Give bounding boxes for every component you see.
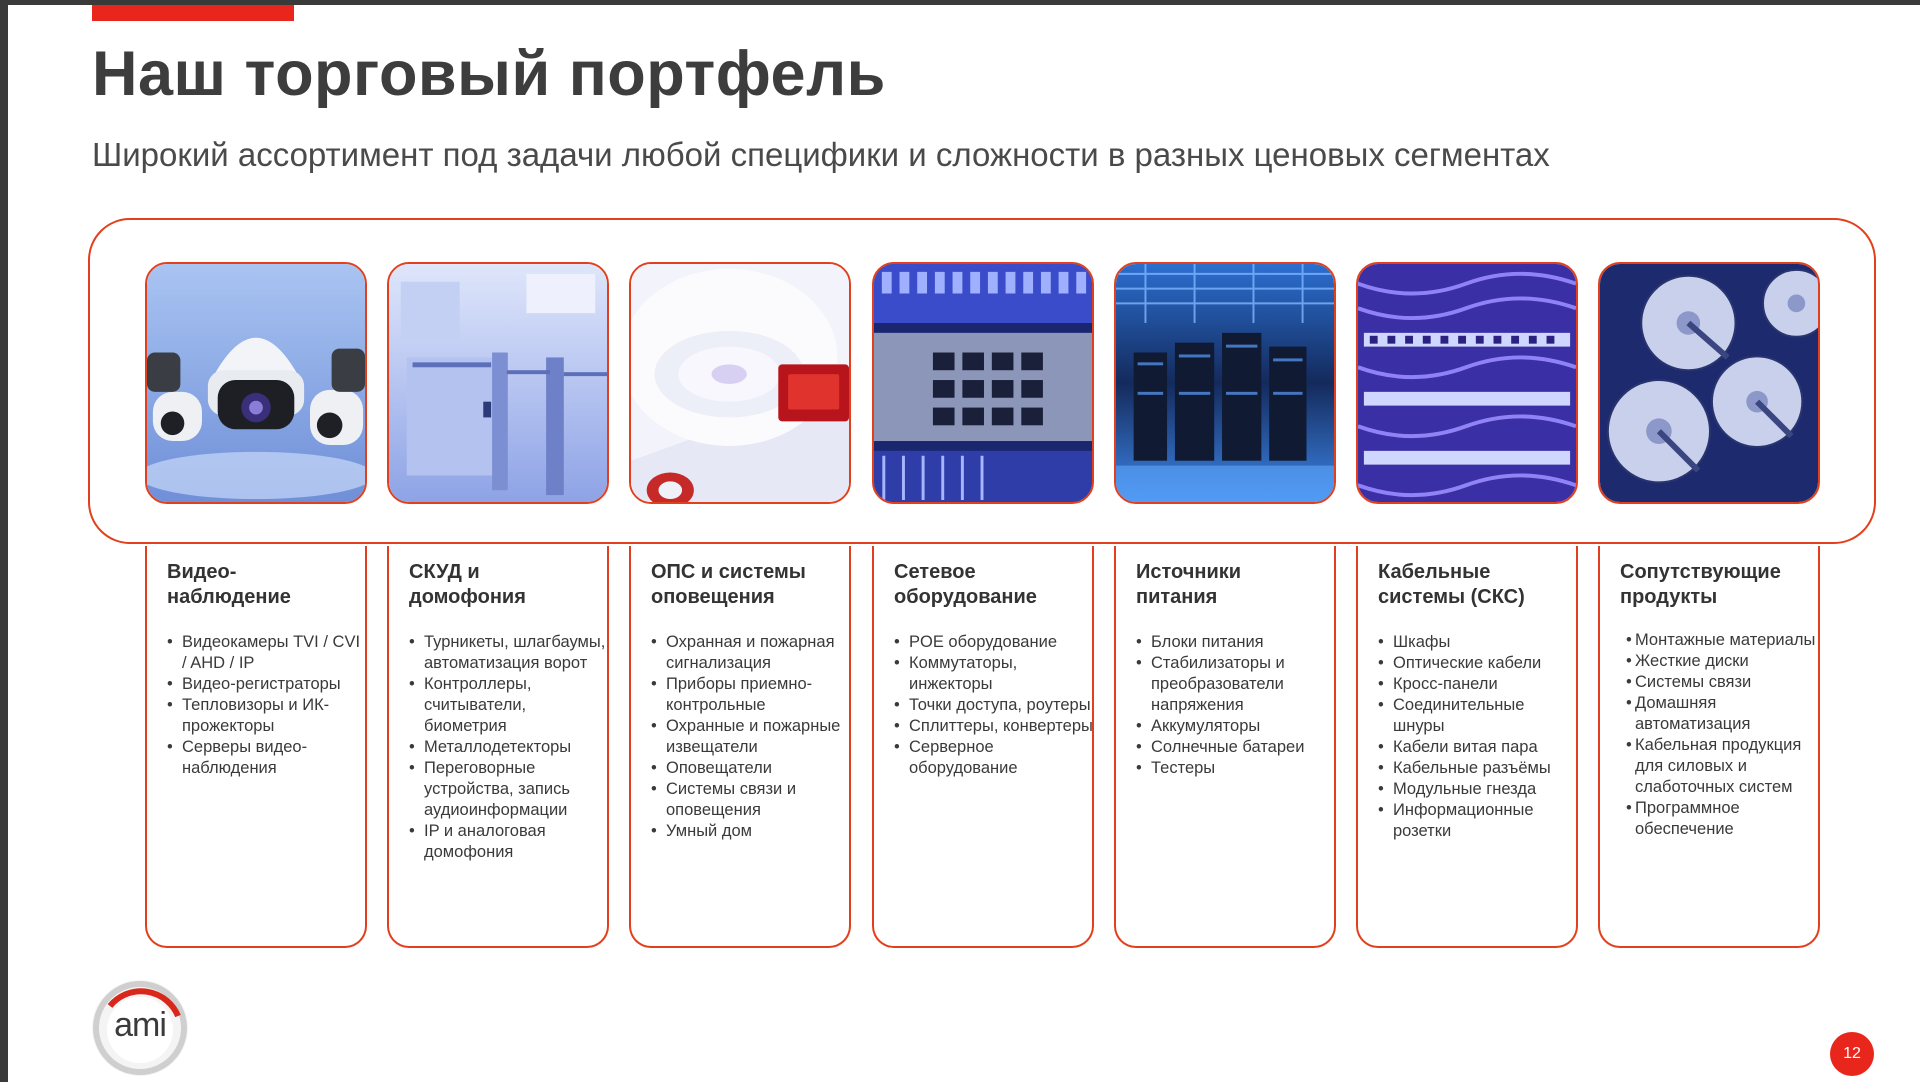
- category-title-line-2: оборудование: [894, 586, 1037, 608]
- category-title-line-1: Кабельные: [1378, 561, 1491, 583]
- category-title: [1620, 560, 1816, 610]
- page-number-badge: 12: [1830, 1032, 1874, 1076]
- category-items: [651, 632, 851, 842]
- category-title-line-2: системы (СКС): [1378, 586, 1525, 608]
- window-left-border: [0, 0, 8, 1082]
- list-item: • Переговорные устройства, запись аудиоинформации: [409, 758, 609, 821]
- list-item: • Программное обеспечение: [1626, 798, 1822, 840]
- category-title-line-1: Сопутствующие: [1620, 561, 1781, 583]
- list-item: • Системы связи: [1626, 672, 1822, 693]
- list-item: • Контроллеры, считыватели, биометрия: [409, 674, 609, 737]
- logo-text: ami: [114, 1006, 166, 1044]
- list-item: • Охранная и пожарная сигнализация: [651, 632, 851, 674]
- category-card-surveillance: [145, 546, 367, 948]
- smoke-detector-image: [629, 262, 851, 504]
- list-item: • Системы связи и оповещения: [651, 779, 851, 821]
- list-item: • Видеокамеры TVI / CVI / AHD / IP: [167, 632, 367, 674]
- list-item: • Кабели витая пара: [1378, 737, 1578, 758]
- category-items: [1626, 630, 1822, 840]
- list-item: • Сплиттеры, конвертеры: [894, 716, 1094, 737]
- category-items: [409, 632, 609, 863]
- list-item: • Серверы видео-наблюдения: [167, 737, 367, 779]
- server-room-image: [1114, 262, 1336, 504]
- category-title-line-2: питания: [1136, 586, 1218, 608]
- list-item: • Модульные гнезда: [1378, 779, 1578, 800]
- list-item: • Кросс-панели: [1378, 674, 1578, 695]
- list-item: • POE оборудование: [894, 632, 1094, 653]
- list-item: • Домашняя автоматизация: [1626, 693, 1822, 735]
- list-item: • Тестеры: [1136, 758, 1336, 779]
- category-card-access-control: [387, 546, 609, 948]
- list-item: • Турникеты, шлагбаумы, автоматизация ворот: [409, 632, 609, 674]
- list-item: • Умный дом: [651, 821, 851, 842]
- slide-subtitle: Широкий ассортимент под задачи любой специфики и сложности в разных ценовых сегментах: [92, 136, 1550, 173]
- hard-disks-image: [1598, 262, 1820, 504]
- category-items: [167, 632, 367, 779]
- category-card-alarm: [629, 546, 851, 948]
- category-title-line-1: Источники: [1136, 561, 1242, 583]
- list-item: • Монтажные материалы: [1626, 630, 1822, 651]
- list-item: • Приборы приемно-контрольные: [651, 674, 851, 716]
- list-item: • Охранные и пожарные извещатели: [651, 716, 851, 758]
- category-items: [1136, 632, 1336, 779]
- network-switch-image: [872, 262, 1094, 504]
- category-title: [1378, 560, 1574, 610]
- category-items: [1378, 632, 1578, 842]
- category-card-power: [1114, 546, 1336, 948]
- category-card-accessories: [1598, 546, 1820, 948]
- category-card-cabling: [1356, 546, 1578, 948]
- category-title: [167, 560, 363, 610]
- list-item: • Стабилизаторы и преобразователи напряжения: [1136, 653, 1336, 716]
- category-title-line-2: наблюдение: [167, 586, 291, 608]
- list-item: • Оповещатели: [651, 758, 851, 779]
- list-item: • Информационные розетки: [1378, 800, 1578, 842]
- list-item: • Блоки питания: [1136, 632, 1336, 653]
- ami-logo: [88, 976, 192, 1080]
- category-title-line-1: ОПС и системы: [651, 561, 806, 583]
- accent-bar: [92, 5, 294, 21]
- category-title: [651, 560, 847, 610]
- category-title-line-1: Видео-: [167, 561, 237, 583]
- list-item: • Солнечные батареи: [1136, 737, 1336, 758]
- list-item: • Серверное оборудование: [894, 737, 1094, 779]
- list-item: • Тепловизоры и ИК-прожекторы: [167, 695, 367, 737]
- surveillance-cameras-image: [145, 262, 367, 504]
- category-card-network: [872, 546, 1094, 948]
- category-items: [894, 632, 1094, 779]
- list-item: • Металлодетекторы: [409, 737, 609, 758]
- list-item: • Кабельные разъёмы: [1378, 758, 1578, 779]
- list-item: • Точки доступа, роутеры: [894, 695, 1094, 716]
- list-item: • Видео-регистраторы: [167, 674, 367, 695]
- turnstiles-image: [387, 262, 609, 504]
- category-title: [1136, 560, 1332, 610]
- category-title-line-2: продукты: [1620, 586, 1718, 608]
- category-title: [409, 560, 605, 610]
- list-item: • Коммутаторы, инжекторы: [894, 653, 1094, 695]
- category-title: [894, 560, 1090, 610]
- category-title-line-2: домофония: [409, 586, 526, 608]
- patch-cables-image: [1356, 262, 1578, 504]
- list-item: • IP и аналоговая домофония: [409, 821, 609, 863]
- list-item: • Оптические кабели: [1378, 653, 1578, 674]
- list-item: • Кабельная продукция для силовых и слаботочных систем: [1626, 735, 1822, 798]
- list-item: • Соединительные шнуры: [1378, 695, 1578, 737]
- slide-title: Наш торговый портфель: [92, 39, 886, 109]
- list-item: • Жесткие диски: [1626, 651, 1822, 672]
- category-title-line-1: Сетевое: [894, 561, 976, 583]
- list-item: • Шкафы: [1378, 632, 1578, 653]
- list-item: • Аккумуляторы: [1136, 716, 1336, 737]
- category-title-line-2: оповещения: [651, 586, 775, 608]
- category-title-line-1: СКУД и: [409, 561, 480, 583]
